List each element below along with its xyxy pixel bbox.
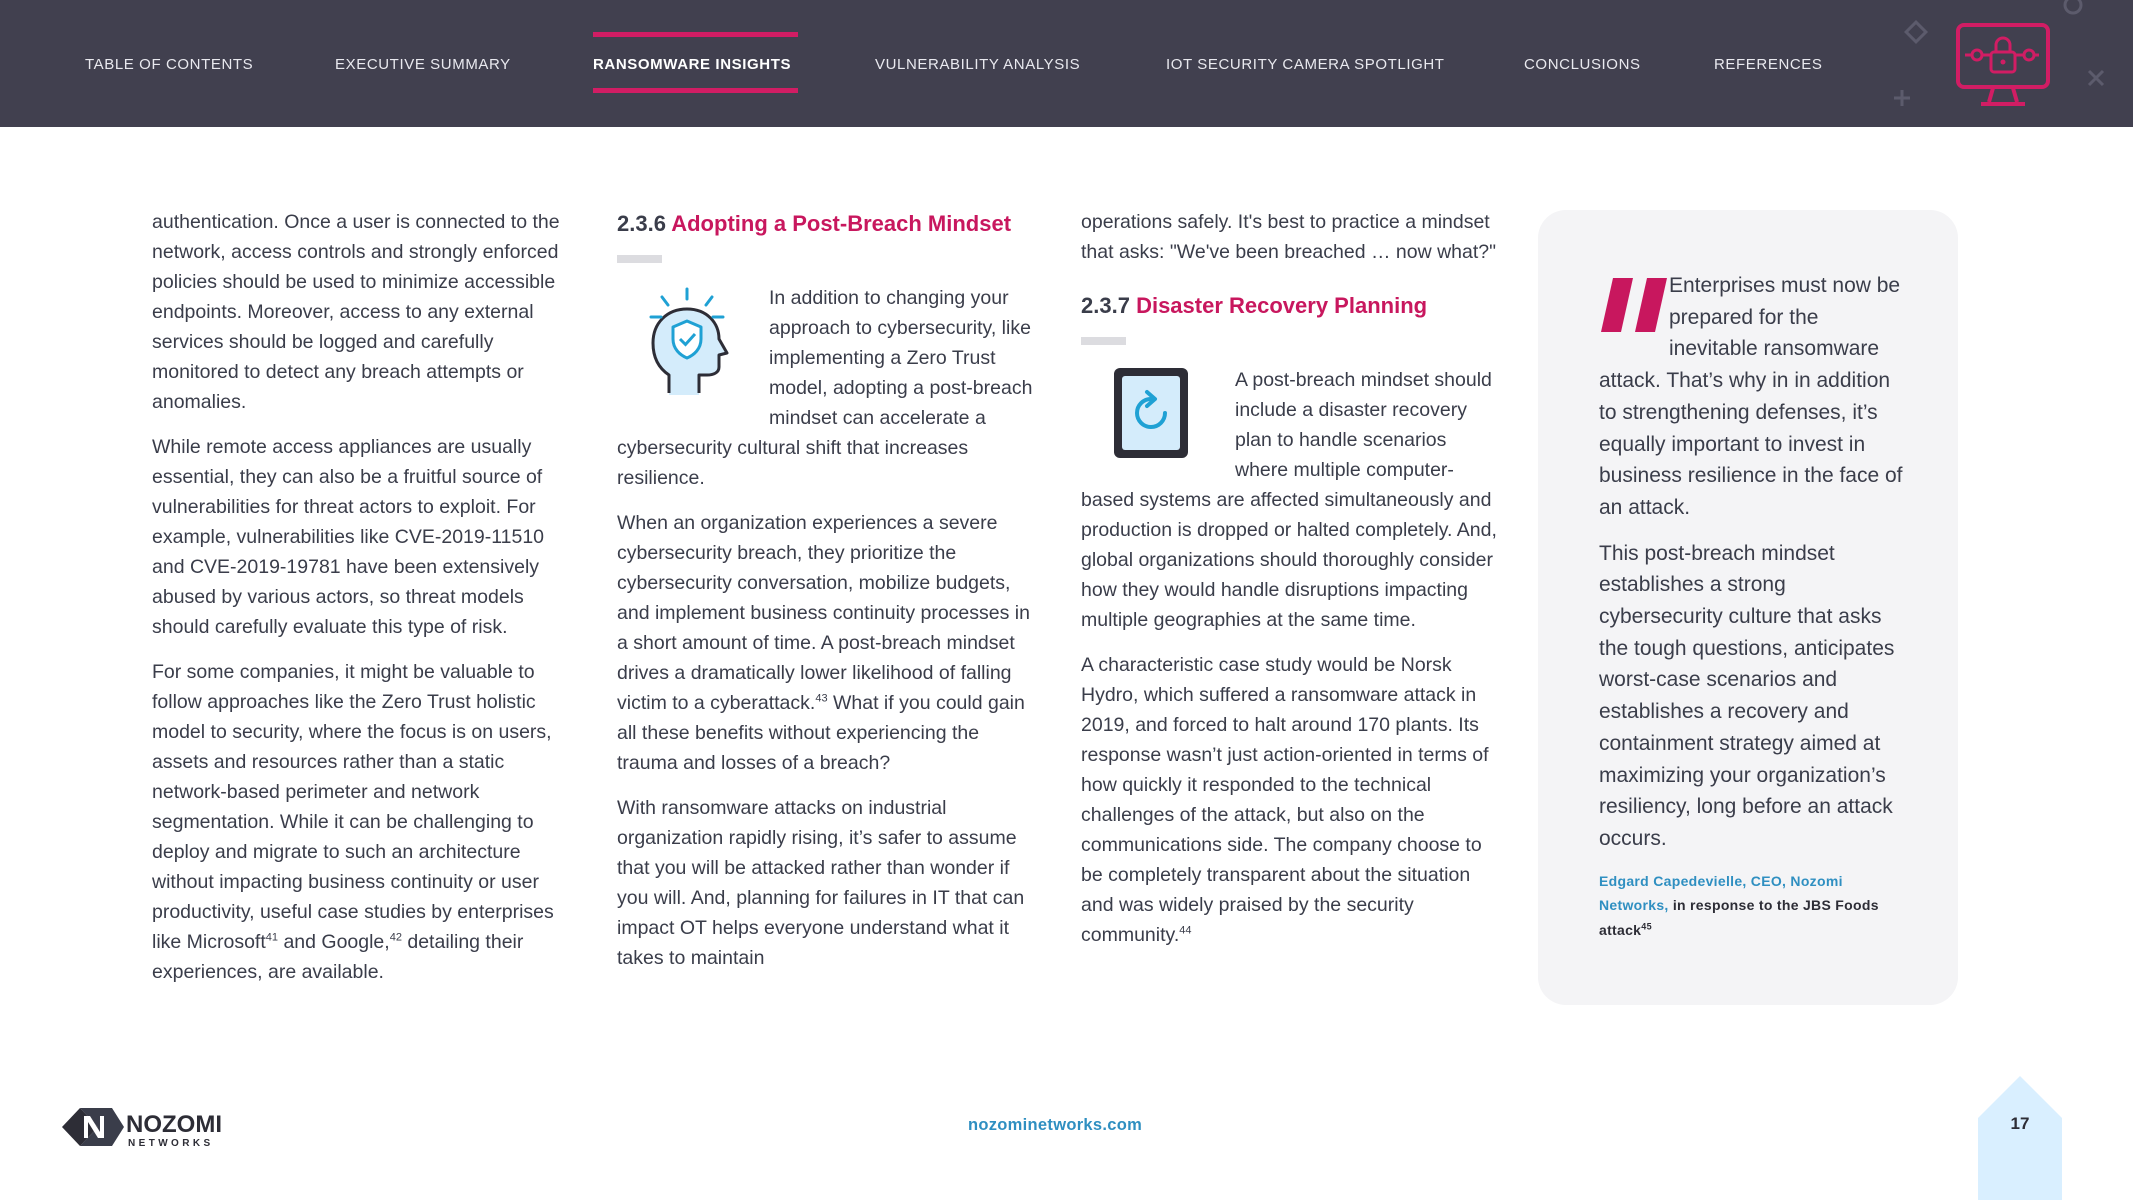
locked-monitor-icon [1955,22,2051,108]
section-2-3-6-paragraph-1: In addition to changing your approach to cybersecurity, like implementing a Zero Trust model, adopting a post-breach mindset can accelerate a cybersecurity cultural shift that increases resilience. [617,287,1033,489]
section-2-3-6-title: Adopting a Post-Breach Mindset [671,211,1012,236]
col1-paragraph-3-text-b: and Google, [278,931,390,953]
column-3 [1081,207,1501,965]
nav-active-indicator-top [593,32,798,37]
nav-executive-summary[interactable]: EXECUTIVE SUMMARY [335,56,511,73]
section-2-3-6-divider [617,255,662,263]
pull-quote-content [1599,270,1909,942]
column-2 [617,207,1037,988]
column-1 [152,207,572,1002]
section-2-3-7-title: Disaster Recovery Planning [1136,293,1428,318]
section-2-3-6-paragraph-2 [617,508,1037,778]
quote-mark-icon [1599,276,1669,334]
nav-table-of-contents[interactable]: TABLE OF CONTENTS [85,56,254,73]
nav-active-indicator-bottom [593,88,798,93]
recovery-tablet-icon [1081,365,1235,485]
logo-wordmark: NOZOMI [126,1111,222,1138]
nav-ransomware-insights[interactable]: RANSOMWARE INSIGHTS [593,56,792,73]
nozomi-networks-logo[interactable] [60,1102,236,1157]
pull-quote-context: in response to the JBS Foods attack [1599,897,1879,938]
page-number: 17 [2010,1114,2030,1133]
section-2-3-6-heading [617,207,1037,241]
section-2-3-6-paragraph-2-text-b: What if you could gain all these benefits without experiencing the trauma and losses of a breach? [617,692,1025,774]
pull-quote-attribution [1599,869,1909,943]
pull-quote-box [1538,210,1958,1005]
nav-conclusions[interactable]: CONCLUSIONS [1524,56,1641,73]
pull-quote-paragraph-1: Enterprises must now be prepared for the inevitable ransomware attack. That’s why in in addition to strengthening defenses, it’s equally important to invest in business resilience in the face of an attack. [1599,274,1903,519]
nav-vulnerability-analysis[interactable]: VULNERABILITY ANALYSIS [875,56,1081,73]
circle-deco-icon [2060,0,2086,18]
top-navigation [0,0,2133,127]
footnote-ref-41[interactable]: 41 [265,931,279,944]
footnote-ref-45[interactable]: 45 [1641,921,1652,931]
footnote-ref-43[interactable]: 43 [815,692,828,705]
cross-deco-icon [2086,68,2106,88]
col1-paragraph-3-text-c: detailing their experiences, are available. [152,931,524,983]
shield-head-icon [617,283,769,413]
section-2-3-7-number: 2.3.7 [1081,293,1130,318]
section-2-3-7-paragraph-1: A post-breach mindset should include a disaster recovery plan to handle scenarios where multiple computer-based systems are affected simultaneously and production is dropped or halted completely. And, global organizations should thoroughly consider how they would handle disruptions impacting multiple geographies at the same time. [1081,369,1497,631]
nav-iot-security-camera-spotlight[interactable]: IOT SECURITY CAMERA SPOTLIGHT [1166,56,1445,73]
nav-references[interactable]: REFERENCES [1714,56,1823,73]
page-number-tab-icon [1978,1076,2062,1200]
section-2-3-7-paragraph-2-text: A characteristic case study would be Norsk Hydro, which suffered a ransomware attack in 2019, and forced to halt around 170 plants. Its response wasn’t just action-oriented in terms of how quickly it responded to the technical challenges of the attack, but also on the communications side. The company choose to be completely transparent about the situation and was widely praised by the security community. [1081,654,1489,946]
section-2-3-7-heading [1081,289,1501,323]
col3-paragraph-0: operations safely. It's best to practice a mindset that asks: "We've been breached … now what?" [1081,211,1497,263]
logo-subtitle: NETWORKS [128,1138,214,1149]
plus-deco-icon [1892,88,1912,108]
col1-paragraph-3 [152,657,572,987]
section-2-3-7-paragraph-2 [1081,650,1501,950]
section-2-3-6-paragraph-3: With ransomware attacks on industrial organization rapidly rising, it’s safer to assume that you will be attacked rather than wonder if you will. And, planning for failures in IT that can impact OT helps everyone understand what it takes to maintain [617,797,1025,969]
col1-paragraph-2: While remote access appliances are usually essential, they can also be a fruitful source of vulnerabilities for threat actors to exploit. For example, vulnerabilities like CVE-2019-11510 and CVE-2019-19781 have been extensively abused by various actors, so threat models should carefully evaluate this type of risk. [152,436,545,638]
footer-website-link[interactable]: nozominetworks.com [968,1116,1143,1134]
diamond-deco-icon [1904,20,1930,46]
footnote-ref-44[interactable]: 44 [1179,924,1192,937]
section-2-3-6-paragraph-2-text-a: When an organization experiences a severe cybersecurity breach, they prioritize the cybersecurity conversation, mobilize budgets, and implement business continuity processes in a short amount of time. A post-breach mindset drives a dramatically lower likelihood of falling victim to a cyberattack. [617,512,1030,714]
section-2-3-6-number: 2.3.6 [617,211,666,236]
col1-paragraph-3-text-a: For some companies, it might be valuable to follow approaches like the Zero Trust holistic model to security, where the focus is on users, assets and resources rather than a static network-based perimeter and network segmentation. While it can be challenging to deploy and migrate to such an architecture without impacting business continuity or user productivity, useful case studies by enterprises like Microsoft [152,661,554,953]
col1-paragraph-1: authentication. Once a user is connected to the network, access controls and strongly enforced policies should be used to minimize accessible endpoints. Moreover, access to any external services should be logged and carefully monitored to detect any breach attempts or anomalies. [152,211,560,413]
pull-quote-author: Edgard Capedevielle, CEO, Nozomi Networks, [1599,872,1843,914]
section-2-3-7-divider [1081,337,1126,345]
pull-quote-paragraph-2: This post-breach mindset establishes a strong cybersecurity culture that asks the tough questions, anticipates worst-case scenarios and establishes a recovery and containment strategy aimed at maximizing your organization’s resiliency, long before an attack occurs. [1599,541,1895,850]
footnote-ref-42[interactable]: 42 [389,931,402,944]
